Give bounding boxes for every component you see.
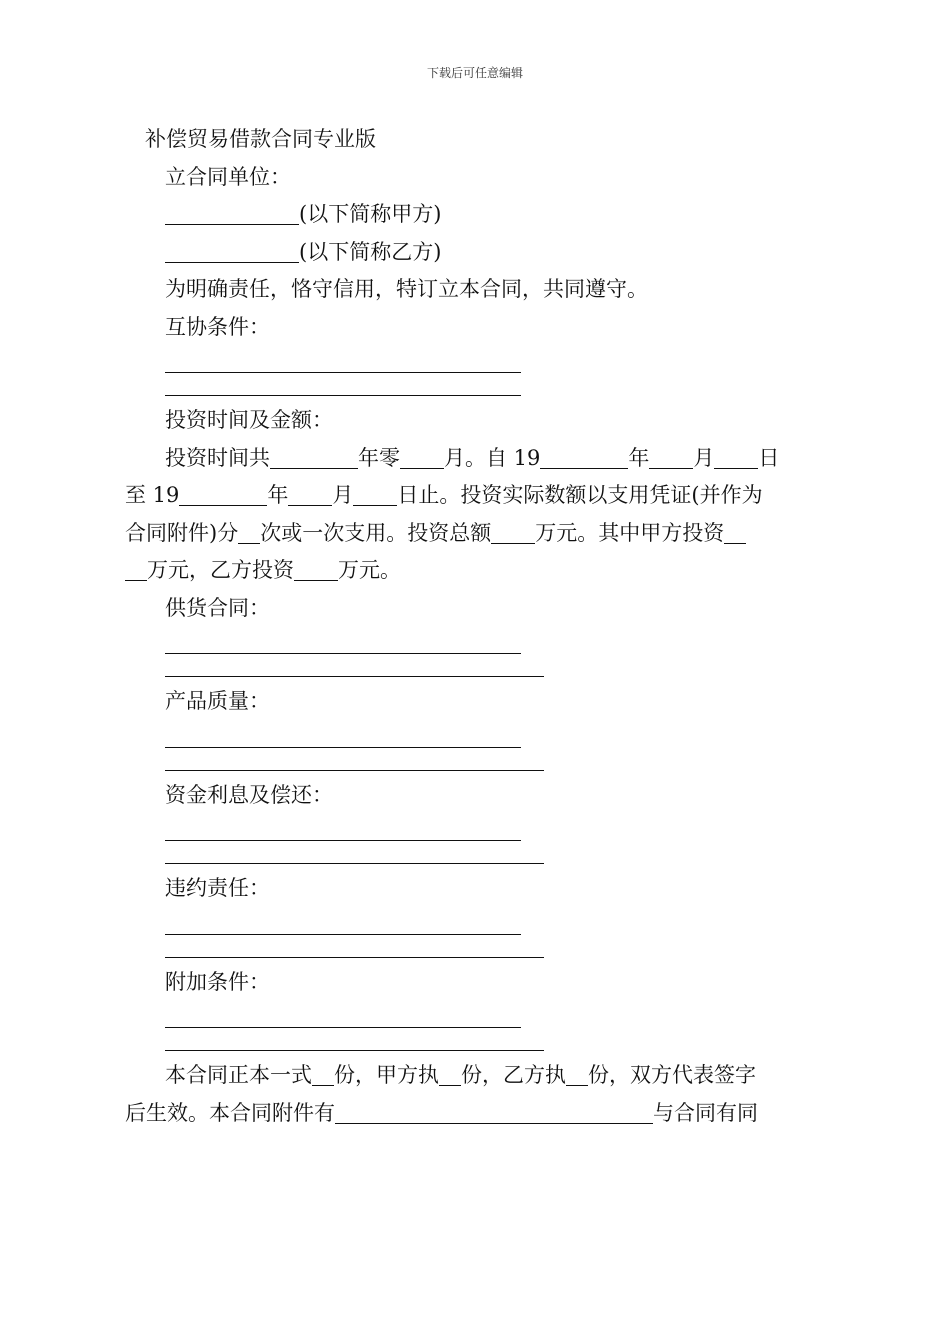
- end-day-blank[interactable]: [353, 481, 397, 506]
- section-investment: 投资时间及金额：: [165, 408, 333, 432]
- party-a-blank[interactable]: [165, 200, 299, 225]
- preamble: 为明确责任，恪守信用，特订立本合同，共同遵守。: [165, 277, 648, 301]
- interest-blank-1[interactable]: [165, 814, 521, 841]
- investment-text-9: 月: [332, 483, 354, 507]
- section-quality: 产品质量：: [165, 689, 270, 713]
- quality-blank-1[interactable]: [165, 721, 521, 748]
- section-breach: 违约责任：: [165, 876, 270, 900]
- investment-text-14: 万元，乙方投资: [147, 558, 294, 582]
- section-additional: 附加条件：: [165, 969, 270, 994]
- end-month-blank[interactable]: [288, 481, 332, 506]
- start-year-blank[interactable]: [540, 444, 628, 469]
- party-a-amount-blank-1[interactable]: [724, 519, 746, 544]
- party-b-line: [145, 234, 810, 272]
- investment-text-7: 至 19: [125, 483, 180, 507]
- investment-text-5: 月: [693, 445, 715, 470]
- investment-text-11: 合同附件)分: [125, 520, 239, 545]
- party-a-line: [145, 196, 810, 234]
- party-b-suffix: (以下简称乙方): [299, 239, 442, 264]
- quality-blank-2[interactable]: [165, 748, 544, 771]
- copies-b-blank[interactable]: [566, 1061, 588, 1086]
- supply-blank-1[interactable]: [165, 627, 521, 654]
- attachments-blank[interactable]: [335, 1099, 653, 1124]
- end-year-blank[interactable]: [179, 481, 267, 506]
- party-b-blank[interactable]: [165, 238, 299, 263]
- total-amount-blank[interactable]: [491, 519, 535, 544]
- closing-text-1: 本合同正本一式: [165, 1063, 312, 1087]
- copies-a-blank[interactable]: [439, 1061, 461, 1086]
- party-b-amount-blank[interactable]: [294, 556, 338, 581]
- investment-text-10: 日止。投资实际数额以支用凭证(并作为: [397, 483, 763, 507]
- section-interest: 资金利息及偿还：: [165, 782, 333, 807]
- closing-text-3: 份，乙方执: [461, 1063, 566, 1087]
- additional-blank-1[interactable]: [165, 1001, 521, 1028]
- investment-text-12: 次或一次支用。投资总额: [260, 520, 492, 545]
- investment-text-2: 年零: [358, 445, 400, 470]
- contract-body: [125, 121, 810, 1132]
- installments-blank[interactable]: [238, 519, 260, 544]
- investment-text-4: 年: [628, 445, 650, 470]
- investment-text-3: 月。自 19: [444, 445, 541, 470]
- investment-text-8: 年: [267, 483, 289, 507]
- interest-blank-2[interactable]: [165, 841, 544, 864]
- party-a-suffix: (以下简称甲方): [299, 202, 442, 226]
- start-day-blank[interactable]: [714, 444, 758, 469]
- start-month-blank[interactable]: [649, 444, 693, 469]
- investment-text-6: 日: [758, 445, 780, 470]
- investment-text-1: 投资时间共: [165, 445, 270, 470]
- party-a-amount-blank-2[interactable]: [125, 556, 147, 581]
- copies-total-blank[interactable]: [312, 1061, 334, 1086]
- page-header: 下载后可任意编辑: [426, 66, 523, 80]
- investment-text-13: 万元。其中甲方投资: [535, 520, 725, 545]
- cooperation-blank-1[interactable]: [165, 346, 521, 373]
- closing-text-2: 份，甲方执: [334, 1063, 439, 1087]
- section-supply: 供货合同：: [165, 595, 270, 620]
- closing-text-5: 后生效。本合同附件有: [125, 1100, 335, 1125]
- supply-blank-2[interactable]: [165, 654, 544, 677]
- parties-label: 立合同单位：: [165, 164, 291, 189]
- cooperation-blank-2[interactable]: [165, 373, 521, 396]
- closing-text-6: 与合同有同: [653, 1100, 758, 1125]
- investment-text-15: 万元。: [338, 558, 401, 582]
- investment-paragraph: [125, 440, 810, 590]
- closing-text-4: 份，双方代表签字: [588, 1063, 756, 1087]
- section-cooperation: 互协条件：: [165, 314, 270, 339]
- document-title: 补偿贸易借款合同专业版: [145, 127, 376, 151]
- months-blank[interactable]: [400, 444, 444, 469]
- additional-blank-2[interactable]: [165, 1028, 544, 1051]
- years-blank[interactable]: [270, 444, 358, 469]
- breach-blank-1[interactable]: [165, 908, 521, 935]
- breach-blank-2[interactable]: [165, 935, 544, 958]
- closing-paragraph: [125, 1057, 810, 1132]
